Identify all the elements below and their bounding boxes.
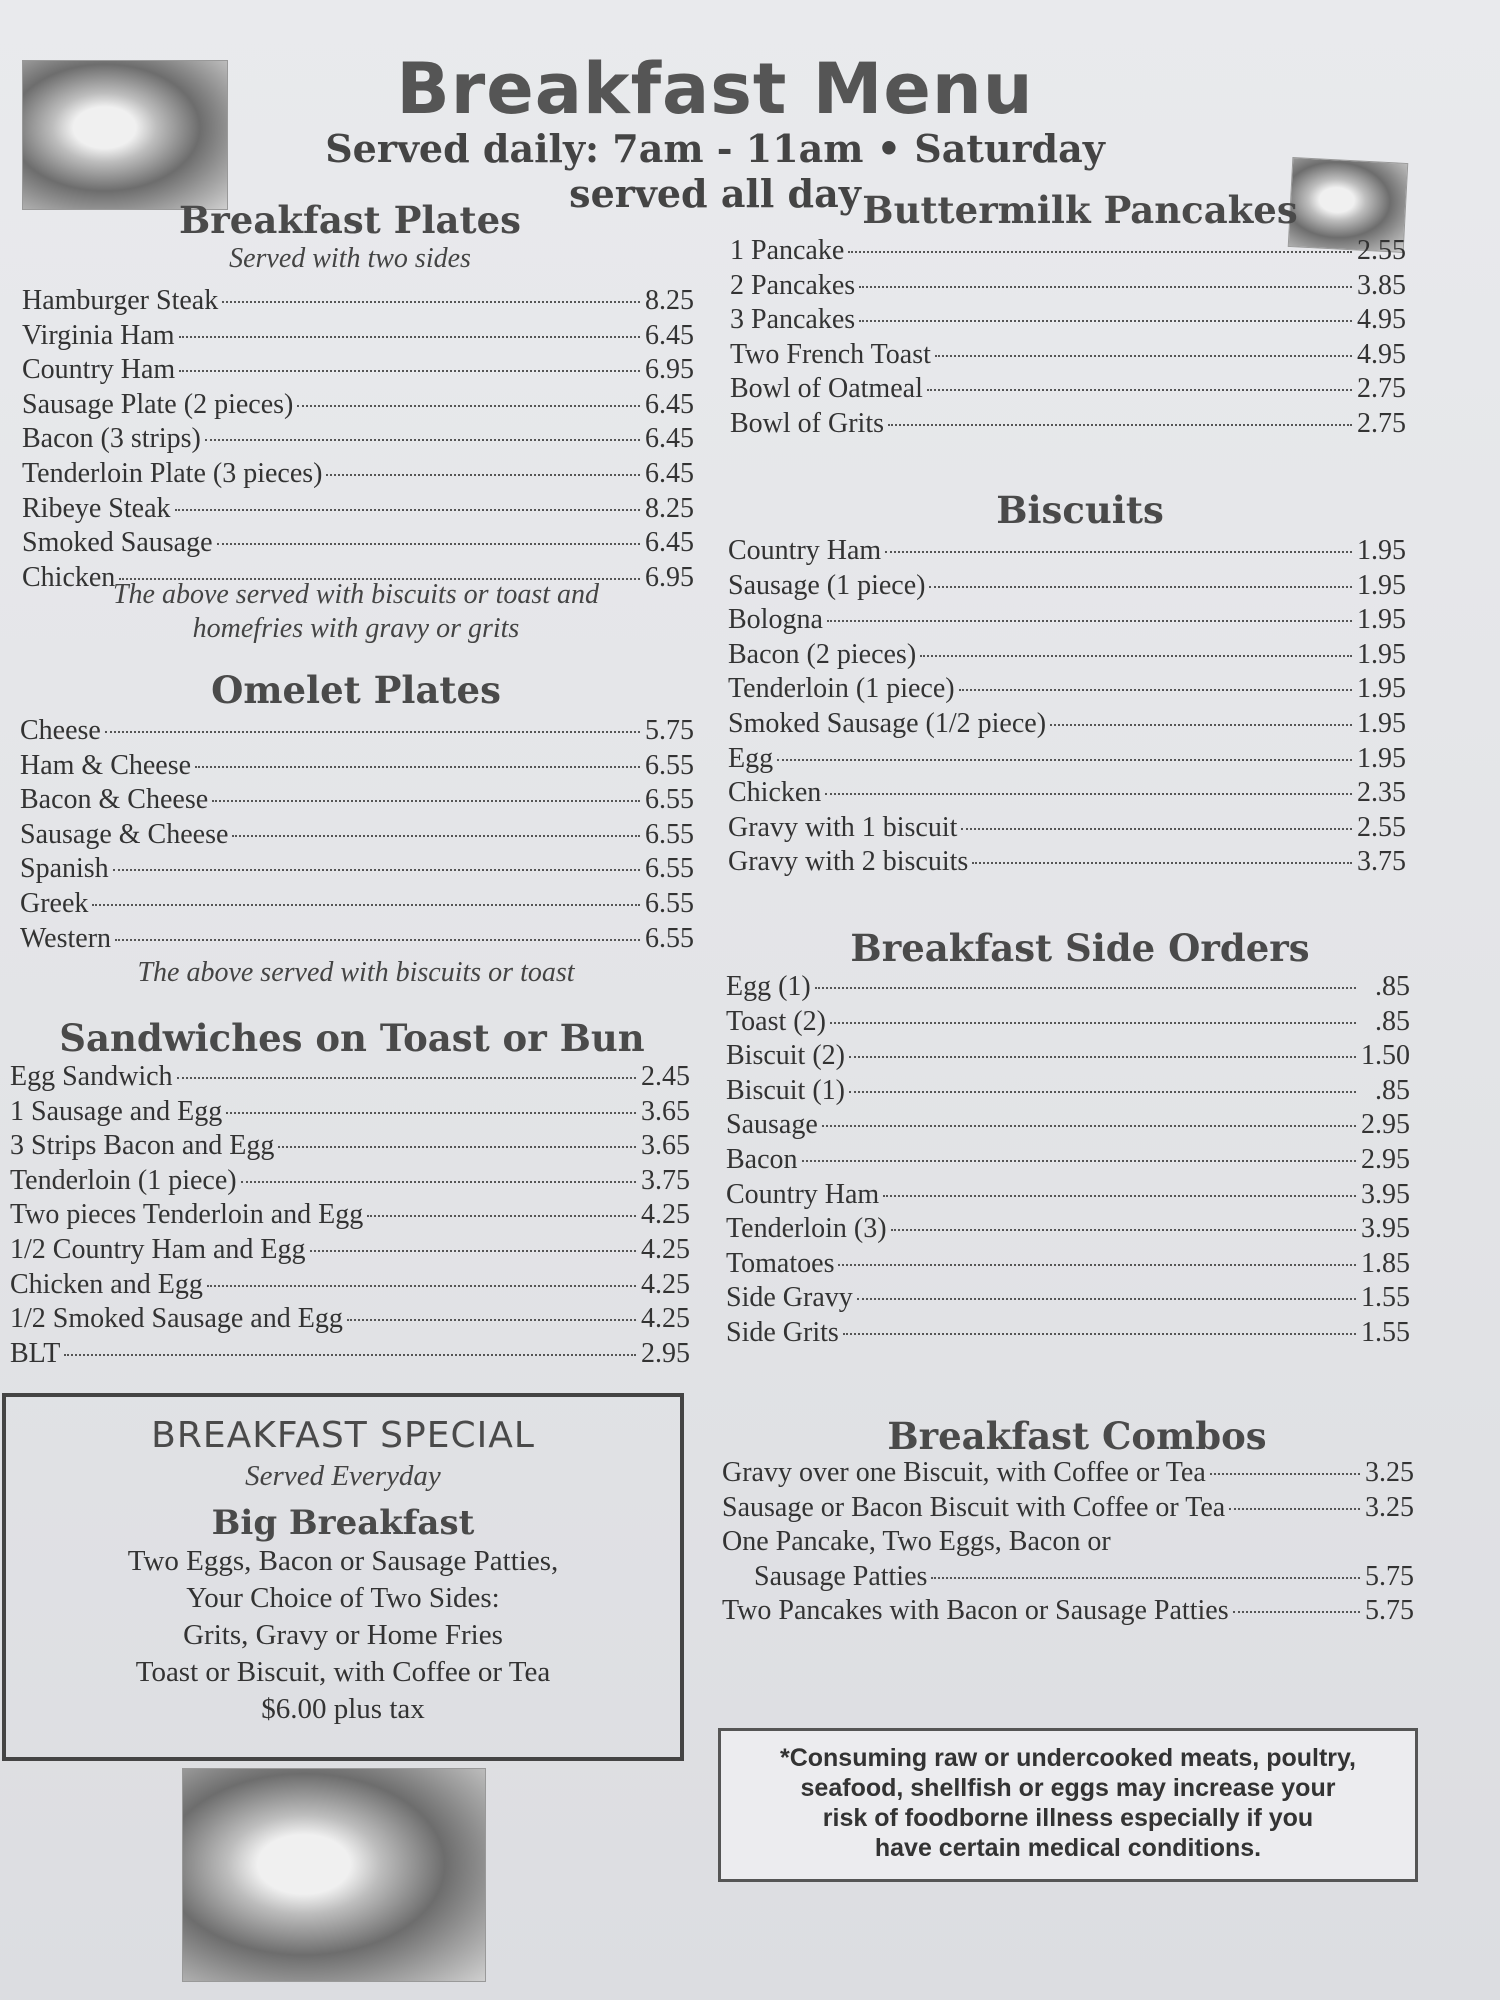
dot-leader	[212, 800, 640, 802]
menu-item-name: Gravy with 2 biscuits	[728, 846, 969, 878]
menu-item-price: 2.55	[1357, 235, 1406, 266]
combo-item	[722, 1560, 1414, 1595]
menu-item-name: Ribeye Steak	[22, 492, 171, 524]
dot-leader	[115, 939, 640, 941]
menu-item	[726, 970, 1410, 1005]
menu-hours: Served daily: 7am - 11am • Saturday served all day	[325, 126, 1105, 216]
dot-leader	[195, 766, 640, 768]
menu-item-price: 1.85	[1361, 1247, 1410, 1279]
menu-item	[728, 638, 1406, 673]
menu-item	[10, 1129, 690, 1164]
menu-item-name: Sausage (1 piece)	[728, 569, 926, 601]
menu-item-name: 2 Pancakes	[730, 269, 856, 301]
menu-item-name: Egg	[728, 742, 774, 774]
dot-leader	[849, 1091, 1356, 1093]
dot-leader	[297, 405, 640, 407]
menu-item-price: 2.95	[1361, 1109, 1410, 1141]
menu-item	[730, 269, 1406, 304]
breakfast-plates-note-top: Served with two sides	[229, 243, 471, 274]
dot-leader	[278, 1146, 636, 1148]
menu-item-price: 6.45	[645, 457, 694, 489]
menu-item-name: Smoked Sausage	[22, 527, 213, 559]
menu-item-price: 2.75	[1357, 373, 1406, 405]
menu-item-name: Virginia Ham	[22, 319, 175, 351]
dot-leader	[859, 286, 1352, 288]
menu-item	[726, 1108, 1410, 1143]
special-line-4: Toast or Biscuit, with Coffee or Tea	[135, 1656, 551, 1688]
menu-item-name: Spanish	[20, 853, 109, 885]
combos-title: Breakfast Combos	[887, 1414, 1267, 1458]
dot-leader	[105, 731, 640, 733]
menu-item-name: 3 Pancakes	[730, 304, 856, 336]
menu-item-price: .85	[1375, 1074, 1410, 1106]
dot-leader	[113, 869, 640, 871]
dot-leader	[64, 1354, 636, 1356]
menu-item	[10, 1233, 690, 1268]
menu-item-price: 6.55	[645, 749, 694, 781]
menu-item-price: 2.75	[1357, 407, 1406, 439]
menu-item-price: 1.95	[1357, 638, 1406, 670]
menu-item	[728, 603, 1406, 638]
combo-name: Sausage or Bacon Biscuit with Coffee or Tea	[722, 1491, 1226, 1523]
menu-item-price: 1.95	[1357, 742, 1406, 774]
menu-item-price: .85	[1375, 1005, 1410, 1037]
menu-item-name: Side Gravy	[726, 1282, 853, 1314]
menu-item-price: 5.75	[645, 715, 694, 746]
menu-item-price: 6.55	[645, 818, 694, 850]
menu-item-name: Bacon (2 pieces)	[728, 638, 917, 670]
menu-item-name: Side Grits	[726, 1316, 839, 1348]
breakfast-plates-note-bottom-2: homefries with gravy or grits	[192, 613, 520, 644]
dot-leader	[92, 904, 640, 906]
menu-item	[728, 776, 1406, 811]
dot-leader	[177, 1077, 636, 1079]
menu-item-name: Tomatoes	[726, 1247, 835, 1279]
dot-leader	[179, 336, 640, 338]
dot-leader	[929, 586, 1352, 588]
menu-item-name: Hamburger Steak	[22, 285, 219, 316]
biscuits-list	[728, 534, 1406, 880]
combo-item	[722, 1594, 1414, 1629]
menu-item-name: Country Ham	[22, 354, 176, 386]
menu-item-price: 1.95	[1357, 604, 1406, 636]
menu-item-price: 6.55	[645, 887, 694, 919]
menu-item-price: 2.35	[1357, 777, 1406, 809]
breakfast-special-box	[2, 1393, 684, 1761]
menu-item	[726, 1316, 1410, 1351]
menu-item-name: Two pieces Tenderloin and Egg	[10, 1199, 364, 1231]
menu-item-name: Chicken	[22, 561, 116, 593]
menu-item	[728, 569, 1406, 604]
menu-item-price: 4.25	[641, 1199, 690, 1231]
menu-item-name: Bowl of Grits	[730, 407, 884, 439]
menu-item-price: 4.25	[641, 1233, 690, 1265]
pancakes-list	[730, 234, 1406, 442]
dot-leader	[241, 1181, 636, 1183]
special-price: $6.00 plus tax	[261, 1693, 425, 1725]
menu-item-price: 1.55	[1361, 1282, 1410, 1314]
menu-item	[10, 1060, 690, 1095]
warning-line-1: *Consuming raw or undercooked meats, poultry,	[779, 1744, 1356, 1772]
dot-leader	[935, 355, 1352, 357]
menu-item-name: Chicken and Egg	[10, 1268, 203, 1300]
menu-item	[10, 1164, 690, 1199]
menu-item-price: 1.95	[1357, 569, 1406, 601]
menu-item	[730, 234, 1406, 269]
combo-item	[722, 1456, 1414, 1491]
menu-item-price: 1.50	[1361, 1040, 1410, 1072]
dot-leader	[1210, 1473, 1360, 1475]
combo-price: 3.25	[1365, 1491, 1414, 1523]
menu-item-name: Tenderloin (3)	[726, 1213, 887, 1245]
menu-item	[20, 749, 694, 784]
menu-item-name: Smoked Sausage (1/2 piece)	[728, 707, 1047, 739]
menu-item-name: Tenderloin (1 piece)	[728, 673, 955, 705]
dot-leader	[838, 1264, 1356, 1266]
menu-item-name: Sausage & Cheese	[20, 818, 229, 850]
dot-leader	[830, 1022, 1356, 1024]
menu-item	[22, 388, 694, 423]
dot-leader	[777, 759, 1352, 761]
combo-line: One Pancake, Two Eggs, Bacon or	[722, 1526, 1111, 1558]
combo-item	[722, 1491, 1414, 1526]
dot-leader	[920, 655, 1352, 657]
menu-item	[726, 1281, 1410, 1316]
menu-item-name: Biscuit (1)	[726, 1074, 845, 1106]
menu-item-price: 2.45	[641, 1061, 690, 1092]
menu-item-name: 1/2 Country Ham and Egg	[10, 1233, 306, 1265]
menu-item-name: Western	[20, 922, 112, 954]
breakfast-plates-list	[22, 284, 694, 595]
dot-leader	[927, 389, 1352, 391]
menu-item	[728, 742, 1406, 777]
dot-leader	[232, 835, 640, 837]
dot-leader	[1229, 1508, 1360, 1510]
menu-item-price: .85	[1375, 971, 1410, 1002]
menu-item	[730, 338, 1406, 373]
menu-item	[728, 845, 1406, 880]
menu-item-name: Biscuit (2)	[726, 1040, 845, 1072]
dot-leader	[848, 251, 1352, 253]
dot-leader	[859, 320, 1352, 322]
combo-price: 3.25	[1365, 1457, 1414, 1488]
menu-item	[10, 1268, 690, 1303]
dot-leader	[179, 370, 640, 372]
menu-item	[726, 1143, 1410, 1178]
menu-item	[22, 284, 694, 319]
dot-leader	[822, 1125, 1356, 1127]
menu-item-price: 6.55	[645, 784, 694, 816]
omelet-plates-note: The above served with biscuits or toast	[137, 957, 575, 988]
dot-leader	[961, 828, 1352, 830]
dot-leader	[883, 1195, 1356, 1197]
menu-item-name: Chicken	[728, 777, 822, 809]
dot-leader	[310, 1250, 636, 1252]
warning-line-4: have certain medical conditions.	[874, 1834, 1262, 1862]
sandwiches-title: Sandwiches on Toast or Bun	[59, 1016, 645, 1060]
dot-leader	[175, 509, 640, 511]
combos-list	[722, 1456, 1414, 1629]
menu-item-name: Toast (2)	[726, 1005, 826, 1037]
menu-item-price: 6.45	[645, 388, 694, 420]
menu-item	[20, 887, 694, 922]
menu-item	[20, 783, 694, 818]
menu-item-name: Greek	[20, 887, 89, 919]
menu-item-name: Sausage	[726, 1109, 818, 1141]
food-safety-warning	[718, 1728, 1418, 1882]
dot-leader	[222, 301, 640, 303]
side-orders-list	[726, 970, 1410, 1351]
dot-leader	[885, 551, 1352, 553]
menu-item-name: Bacon & Cheese	[20, 784, 209, 816]
dot-leader	[825, 793, 1352, 795]
special-name: Big Breakfast	[211, 1503, 475, 1543]
menu-item-name: BLT	[10, 1337, 61, 1369]
menu-item-price: 8.25	[645, 492, 694, 524]
menu-item-name: Tenderloin Plate (3 pieces)	[22, 457, 323, 489]
menu-item-price: 3.65	[641, 1130, 690, 1162]
menu-item-name: Ham & Cheese	[20, 749, 192, 781]
menu-item-price: 4.25	[641, 1268, 690, 1300]
special-line-2: Your Choice of Two Sides:	[186, 1582, 500, 1614]
menu-item-price: 4.95	[1357, 304, 1406, 336]
menu-item	[20, 818, 694, 853]
dot-leader	[326, 474, 640, 476]
menu-item-name: Two French Toast	[730, 338, 931, 370]
menu-item	[22, 526, 694, 561]
menu-item-price: 3.95	[1361, 1178, 1410, 1210]
menu-item-name: Bologna	[728, 604, 823, 636]
dot-leader	[205, 439, 640, 441]
warning-line-2: seafood, shellfish or eggs may increase your	[800, 1774, 1336, 1802]
menu-item	[10, 1095, 690, 1130]
menu-item-name: Country Ham	[726, 1178, 880, 1210]
dot-leader	[849, 1056, 1356, 1058]
menu-item-name: Egg (1)	[726, 971, 811, 1002]
menu-item-name: Cheese	[20, 715, 101, 746]
menu-item-price: 1.95	[1357, 707, 1406, 739]
menu-item-price: 3.85	[1357, 269, 1406, 301]
omelet-plates-list	[20, 714, 694, 956]
menu-item	[726, 1005, 1410, 1040]
menu-item-name: Sausage Plate (2 pieces)	[22, 388, 294, 420]
dot-leader	[843, 1333, 1356, 1335]
warning-line-3: risk of foodborne illness especially if you	[822, 1804, 1314, 1832]
menu-item	[730, 407, 1406, 442]
special-line-1: Two Eggs, Bacon or Sausage Patties,	[127, 1545, 559, 1577]
menu-item	[730, 372, 1406, 407]
menu-item-name: 1/2 Smoked Sausage and Egg	[10, 1303, 343, 1335]
combo-name: Sausage Patties	[754, 1560, 928, 1592]
dot-leader	[1233, 1611, 1360, 1613]
pancakes-title: Buttermilk Pancakes	[862, 188, 1298, 232]
dot-leader	[1050, 724, 1352, 726]
menu-item-name: Egg Sandwich	[10, 1061, 173, 1092]
menu-item	[728, 672, 1406, 707]
menu-item-name: 3 Strips Bacon and Egg	[10, 1130, 275, 1162]
menu-item-price: 3.75	[641, 1164, 690, 1196]
dot-leader	[347, 1319, 636, 1321]
omelet-plates-title: Omelet Plates	[211, 668, 501, 712]
dot-leader	[972, 862, 1352, 864]
biscuits-title: Biscuits	[996, 488, 1164, 532]
menu-item-name: Bowl of Oatmeal	[730, 373, 923, 405]
menu-item	[20, 714, 694, 749]
side-orders-title: Breakfast Side Orders	[850, 926, 1310, 970]
menu-item	[20, 922, 694, 957]
breakfast-plates-note-bottom-1: The above served with biscuits or toast and	[112, 579, 600, 610]
menu-item-price: 8.25	[645, 285, 694, 316]
menu-item-price: 1.95	[1357, 673, 1406, 705]
menu-item-name: Tenderloin (1 piece)	[10, 1164, 237, 1196]
menu-item	[20, 852, 694, 887]
menu-item	[22, 492, 694, 527]
menu-item-price: 2.55	[1357, 811, 1406, 843]
dot-leader	[857, 1298, 1356, 1300]
special-line-3: Grits, Gravy or Home Fries	[183, 1619, 503, 1651]
menu-item	[22, 422, 694, 457]
dot-leader	[888, 424, 1352, 426]
dot-leader	[207, 1285, 636, 1287]
menu-item-price: 6.55	[645, 853, 694, 885]
dot-leader	[217, 543, 640, 545]
combo-name: Two Pancakes with Bacon or Sausage Patties	[722, 1595, 1229, 1627]
menu-item	[10, 1198, 690, 1233]
special-subheading: Served Everyday	[245, 1460, 441, 1492]
menu-item-price: 1.95	[1357, 535, 1406, 566]
menu-item-price: 2.95	[1361, 1143, 1410, 1175]
dot-leader	[802, 1160, 1356, 1162]
sandwiches-list	[10, 1060, 690, 1371]
menu-item-price: 6.45	[645, 423, 694, 455]
menu-item	[10, 1302, 690, 1337]
breakfast-plates-title: Breakfast Plates	[179, 198, 521, 242]
menu-item	[730, 303, 1406, 338]
menu-item-price: 3.75	[1357, 846, 1406, 878]
menu-item-price: 4.25	[641, 1303, 690, 1335]
menu-item-price: 3.95	[1361, 1213, 1410, 1245]
menu-item-price: 4.95	[1357, 338, 1406, 370]
menu-item-name: Bacon	[726, 1143, 798, 1175]
menu-item	[726, 1178, 1410, 1213]
dot-leader	[827, 620, 1352, 622]
combo-price: 5.75	[1365, 1560, 1414, 1592]
menu-item-price: 1.55	[1361, 1316, 1410, 1348]
menu-item	[728, 534, 1406, 569]
menu-item	[10, 1337, 690, 1372]
menu-item	[22, 319, 694, 354]
menu-item-price: 6.95	[645, 561, 694, 593]
menu-item	[22, 353, 694, 388]
combo-name: Gravy over one Biscuit, with Coffee or Tea	[722, 1457, 1206, 1488]
dot-leader	[367, 1215, 636, 1217]
dot-leader	[226, 1112, 636, 1114]
special-heading: BREAKFAST SPECIAL	[151, 1415, 535, 1456]
menu-item	[726, 1247, 1410, 1282]
menu-item-name: 1 Pancake	[730, 235, 845, 266]
menu-item	[728, 707, 1406, 742]
menu-item-price: 3.65	[641, 1095, 690, 1127]
menu-item	[728, 811, 1406, 846]
menu-item-price: 6.45	[645, 319, 694, 351]
menu-item	[726, 1039, 1410, 1074]
menu-item	[726, 1074, 1410, 1109]
menu-title: Breakfast Menu	[396, 48, 1034, 130]
dot-leader	[931, 1577, 1360, 1579]
menu-item-name: Gravy with 1 biscuit	[728, 811, 958, 843]
menu-item	[726, 1212, 1410, 1247]
menu-item-price: 6.55	[645, 922, 694, 954]
menu-item-name: Bacon (3 strips)	[22, 423, 201, 455]
menu-item-name: Country Ham	[728, 535, 882, 566]
combo-price: 5.75	[1365, 1595, 1414, 1627]
dot-leader	[891, 1229, 1356, 1231]
menu-item-price: 2.95	[641, 1337, 690, 1369]
menu-item-price: 6.45	[645, 527, 694, 559]
menu-item	[22, 457, 694, 492]
dot-leader	[959, 689, 1352, 691]
breakfast-plate-photo	[182, 1768, 486, 1982]
menu-item-price: 6.95	[645, 354, 694, 386]
menu-item-name: 1 Sausage and Egg	[10, 1095, 223, 1127]
dot-leader	[815, 987, 1356, 989]
